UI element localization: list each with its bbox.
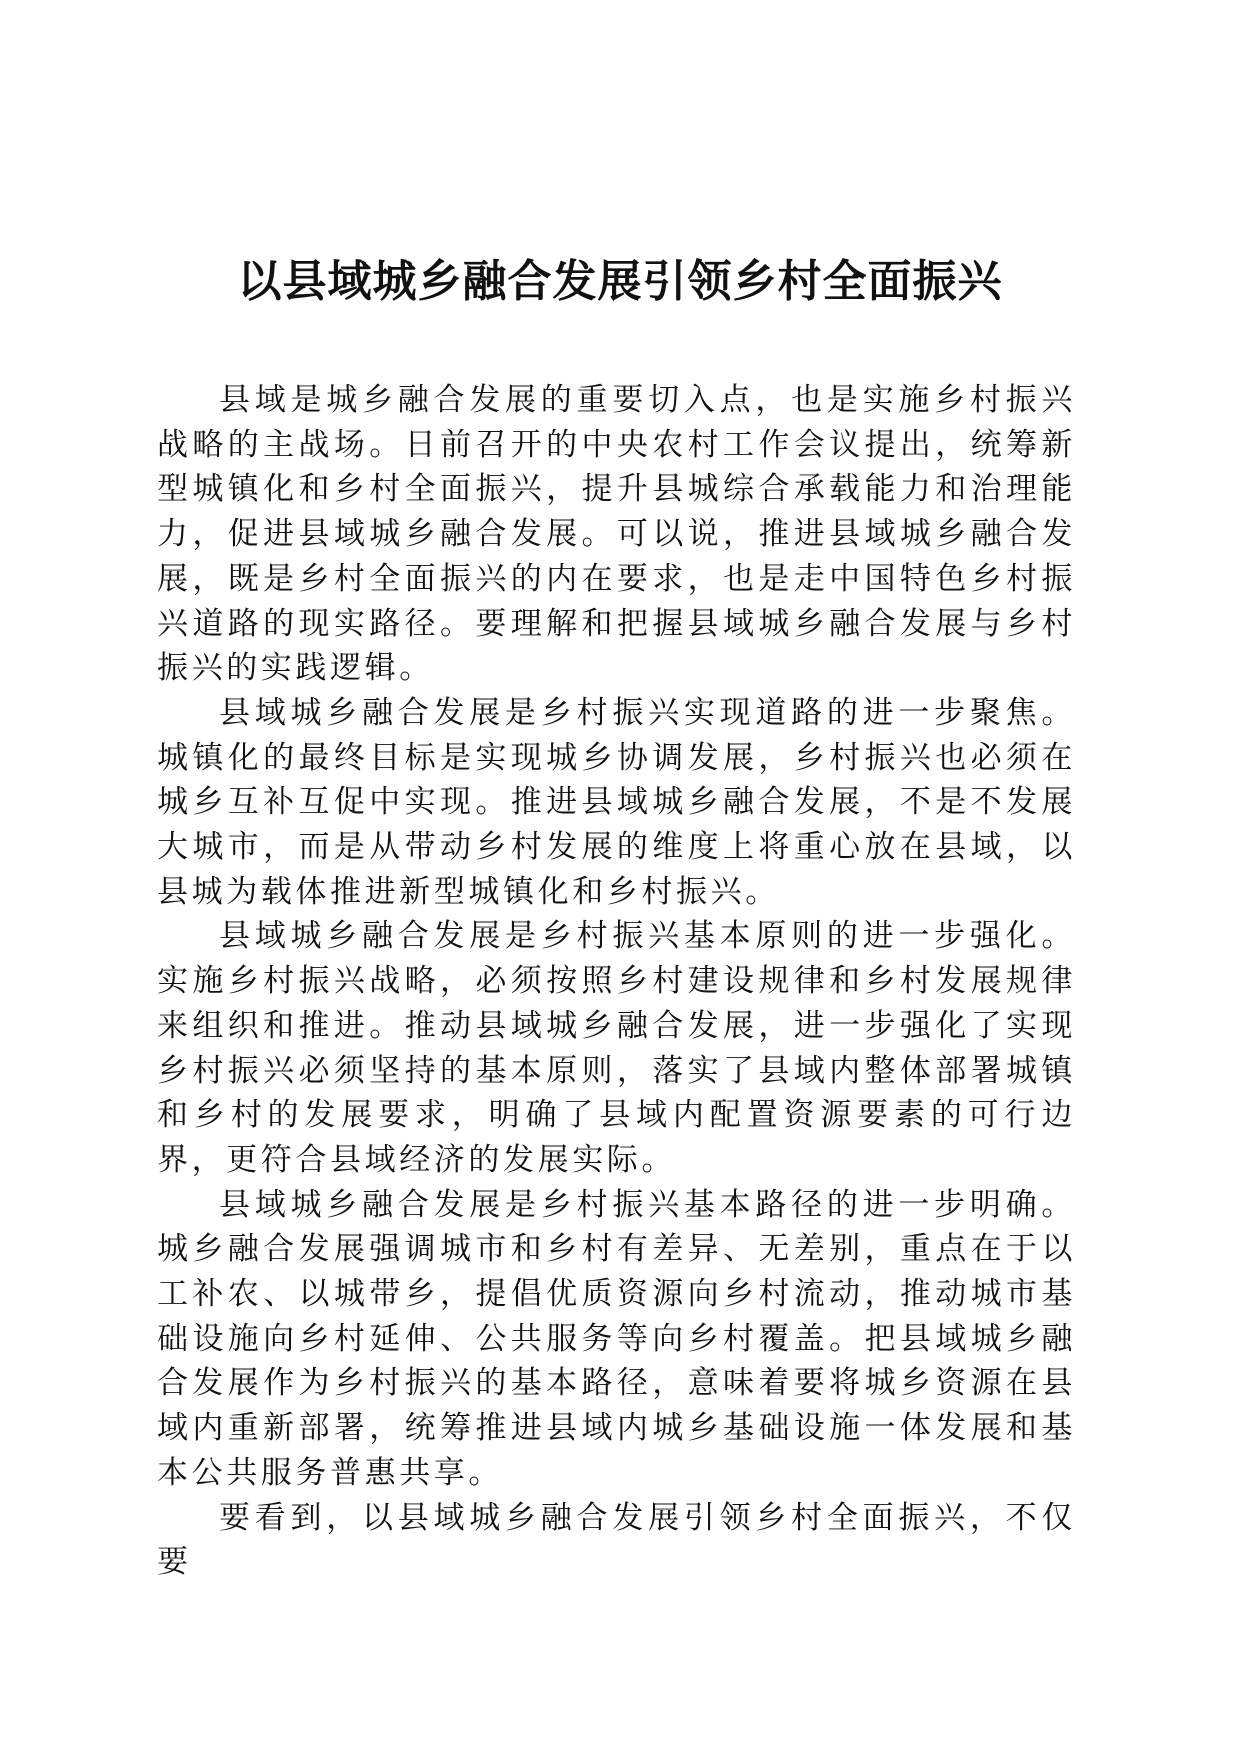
- document-body: [157, 378, 1076, 1585]
- paragraph: 县域是城乡融合发展的重要切入点，也是实施乡村振兴战略的主战场。日前召开的中央农村工作会议提出，统筹新型城镇化和乡村全面振兴，提升县城综合承载能力和治理能力，促进县域城乡融合发展。可以说，推进县域城乡融合发展，既是乡村全面振兴的内在要求，也是走中国特色乡村振兴道路的现实路径。要理解和把握县域城乡融合发展与乡村振兴的实践逻辑。: [157, 382, 1076, 687]
- paragraph: 县域城乡融合发展是乡村振兴实现道路的进一步聚焦。城镇化的最终目标是实现城乡协调发展，乡村振兴也必须在城乡互补互促中实现。推进县域城乡融合发展，不是不发展大城市，而是从带动乡村发展的维度上将重心放在县域，以县城为载体推进新型城镇化和乡村振兴。: [157, 694, 1076, 910]
- document-title: 以县域城乡融合发展引领乡村全面振兴: [237, 256, 1003, 307]
- paragraph: 县域城乡融合发展是乡村振兴基本路径的进一步明确。城乡融合发展强调城市和乡村有差异、无差别，重点在于以工补农、以城带乡，提倡优质资源向乡村流动，推动城市基础设施向乡村延伸、公共服务等向乡村覆盖。把县域城乡融合发展作为乡村振兴的基本路径，意味着要将城乡资源在县域内重新部署，统筹推进县域内城乡基础设施一体发展和基本公共服务普惠共享。: [157, 1186, 1076, 1491]
- paragraph: 要看到，以县域城乡融合发展引领乡村全面振兴，不仅要: [157, 1499, 1076, 1581]
- paragraph: 县域城乡融合发展是乡村振兴基本原则的进一步强化。实施乡村振兴战略，必须按照乡村建设规律和乡村发展规律来组织和推进。推动县域城乡融合发展，进一步强化了实现乡村振兴必须坚持的基本原则，落实了县域内整体部署城镇和乡村的发展要求，明确了县域内配置资源要素的可行边界，更符合县域经济的发展实际。: [157, 918, 1076, 1178]
